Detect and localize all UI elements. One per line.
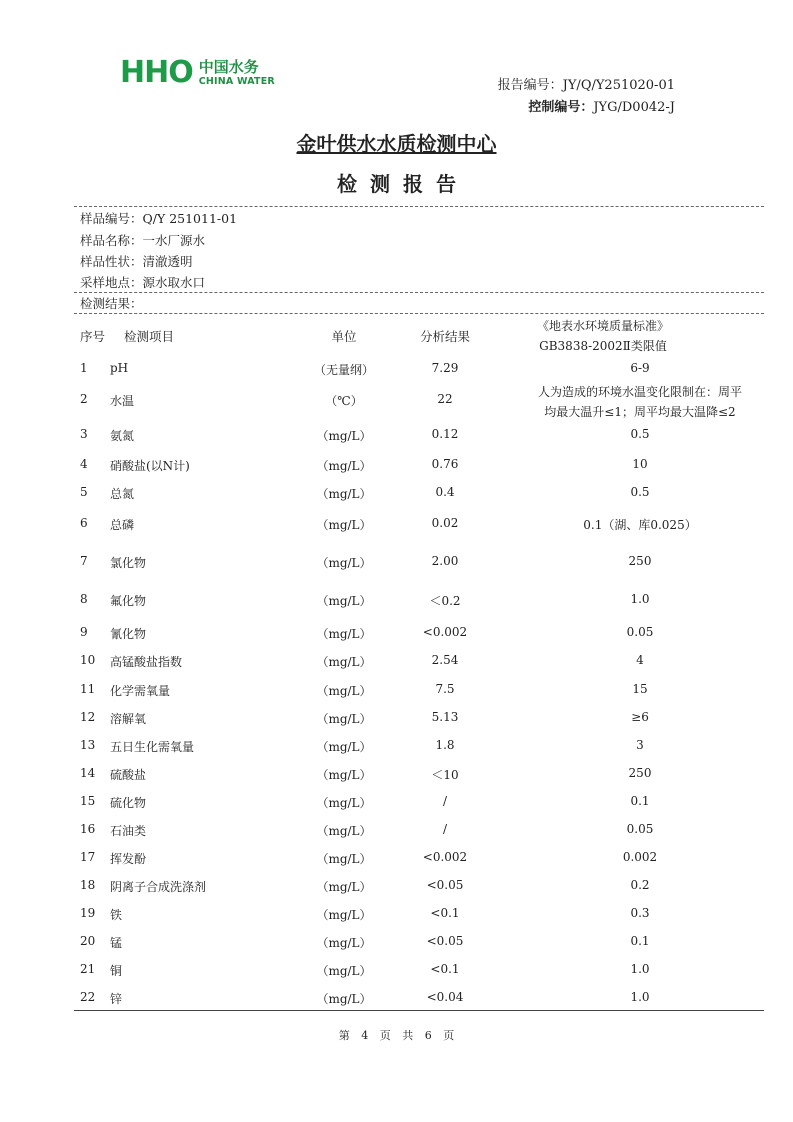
analysis-result: 7.29: [431, 361, 459, 375]
analysis-result: <0.002: [422, 625, 468, 639]
standard-limit: 0.5: [630, 427, 650, 441]
unit: （mg/L）: [316, 459, 372, 473]
logo-chinese-text: 中国水务: [198, 58, 259, 76]
col-header-standard: 《地表水环境质量标准》 GB3838-2002Ⅱ类限值: [536, 319, 669, 353]
analysis-result: 0.12: [431, 427, 459, 441]
logo-english-text: CHINA WATER: [198, 76, 275, 87]
analysis-result: /: [442, 794, 448, 808]
divider: [74, 292, 764, 293]
document-title: 检测报告: [337, 172, 469, 196]
results-label: 检测结果：: [80, 296, 143, 311]
unit: （mg/L）: [316, 852, 372, 866]
test-item: 水温: [110, 394, 135, 408]
analysis-result: 2.00: [431, 554, 459, 568]
row-number: 12: [80, 710, 96, 724]
company-logo: [120, 55, 275, 91]
organization-title: 金叶供水水质检测中心: [296, 132, 497, 156]
control-number-value: JYG/D0042-J: [593, 100, 675, 115]
divider: [74, 313, 764, 314]
analysis-result: 22: [437, 392, 453, 406]
row-number: 19: [80, 906, 96, 920]
row-number: 16: [80, 822, 96, 836]
unit: （mg/L）: [316, 964, 372, 978]
standard-limit: 0.1: [630, 794, 650, 808]
test-item: 五日生化需氧量: [110, 740, 195, 754]
analysis-result: <0.04: [426, 990, 464, 1004]
standard-limit: 4: [636, 653, 644, 667]
divider: [74, 206, 764, 207]
row-number: 7: [80, 554, 88, 568]
sampling-location: 采样地点：源水取水口: [80, 275, 206, 290]
test-item: 铜: [110, 964, 123, 978]
control-number: [528, 96, 675, 115]
row-number: 10: [80, 653, 96, 667]
col-header-no: 序号: [80, 329, 106, 344]
row-number: 13: [80, 738, 96, 752]
analysis-result: <0.002: [422, 850, 468, 864]
analysis-result: 0.02: [431, 516, 459, 530]
standard-limit: 6-9: [630, 361, 650, 375]
standard-limit-cont: 均最大温升≤1；周平均最大温降≤2: [544, 405, 736, 419]
standard-limit: 250: [628, 766, 652, 780]
row-number: 18: [80, 878, 96, 892]
unit: （mg/L）: [316, 936, 372, 950]
standard-limit: ≥6: [631, 710, 649, 724]
test-item: 氯化物: [110, 556, 147, 570]
test-item: 氰化物: [110, 627, 147, 641]
unit: （mg/L）: [316, 655, 372, 669]
test-item: 化学需氧量: [110, 684, 171, 698]
col-header-unit: 单位: [331, 329, 357, 344]
standard-limit: 0.5: [630, 485, 650, 499]
standard-limit: 0.1: [630, 934, 650, 948]
test-item: 硝酸盐(以N计): [110, 459, 190, 473]
unit: （mg/L）: [316, 518, 372, 532]
analysis-result: 7.5: [435, 682, 455, 696]
standard-limit: 1.0: [630, 962, 650, 976]
unit: （mg/L）: [316, 627, 372, 641]
standard-limit: 人为造成的环境水温变化限制在：周平: [537, 385, 742, 399]
unit: （mg/L）: [316, 487, 372, 501]
unit: （mg/L）: [316, 768, 372, 782]
row-number: 11: [80, 682, 96, 696]
row-number: 15: [80, 794, 96, 808]
report-number-label: 报告编号：: [497, 78, 563, 93]
test-item: 总磷: [110, 518, 135, 532]
unit: （无量纲）: [313, 363, 374, 377]
analysis-result: <0.05: [426, 878, 464, 892]
standard-limit: 15: [632, 682, 648, 696]
analysis-result: 0.76: [431, 457, 459, 471]
analysis-result: ＜10: [431, 768, 459, 782]
test-item: 溶解氧: [110, 712, 147, 726]
test-item: 高锰酸盐指数: [110, 655, 183, 669]
row-number: 8: [80, 592, 88, 606]
row-number: 9: [80, 625, 88, 639]
test-item: pH: [110, 361, 129, 375]
row-number: 4: [80, 457, 88, 471]
standard-limit: 0.1（湖、库0.025）: [583, 518, 697, 532]
row-number: 3: [80, 427, 88, 441]
test-item: 锌: [110, 992, 123, 1006]
analysis-result: ＜0.2: [429, 594, 461, 608]
analysis-result: 5.13: [431, 710, 459, 724]
standard-limit: 0.002: [622, 850, 658, 864]
unit: （mg/L）: [316, 712, 372, 726]
report-number: [498, 74, 675, 93]
row-number: 1: [80, 361, 88, 375]
sample-id: 样品编号：Q/Y 251011-01: [80, 211, 238, 226]
standard-limit: 0.05: [626, 822, 654, 836]
row-number: 20: [80, 934, 96, 948]
test-item: 阴离子合成洗涤剂: [110, 880, 207, 894]
standard-limit: 3: [636, 738, 644, 752]
unit: （mg/L）: [316, 992, 372, 1006]
test-item: 锰: [110, 936, 123, 950]
divider: [74, 1010, 764, 1011]
standard-limit: 1.0: [630, 990, 650, 1004]
col-header-item: 检测项目: [124, 329, 175, 344]
sample-name: 样品名称：一水厂源水: [80, 233, 206, 248]
analysis-result: <0.1: [430, 906, 460, 920]
test-item: 氟化物: [110, 594, 147, 608]
sample-appearance: 样品性状：清澈透明: [80, 254, 193, 269]
test-item: 氨氮: [110, 429, 135, 443]
unit: （mg/L）: [316, 594, 372, 608]
analysis-result: <0.1: [430, 962, 460, 976]
standard-limit: 0.3: [630, 906, 650, 920]
unit: （mg/L）: [316, 429, 372, 443]
unit: （mg/L）: [316, 740, 372, 754]
analysis-result: /: [442, 822, 448, 836]
row-number: 5: [80, 485, 88, 499]
standard-limit: 1.0: [630, 592, 650, 606]
row-number: 14: [80, 766, 96, 780]
unit: （mg/L）: [316, 796, 372, 810]
col-header-result: 分析结果: [419, 329, 470, 344]
page-footer: 第 4 页 共 6 页: [338, 1029, 455, 1042]
row-number: 17: [80, 850, 96, 864]
test-item: 铁: [110, 908, 123, 922]
unit: （mg/L）: [316, 880, 372, 894]
standard-limit: 0.05: [626, 625, 654, 639]
unit: （mg/L）: [316, 684, 372, 698]
report-number-value: JY/Q/Y251020-01: [562, 78, 675, 93]
unit: （mg/L）: [316, 824, 372, 838]
row-number: 6: [80, 516, 88, 530]
test-item: 挥发酚: [110, 852, 147, 866]
analysis-result: 2.54: [431, 653, 459, 667]
standard-limit: 10: [632, 457, 648, 471]
standard-limit: 0.2: [630, 878, 650, 892]
control-number-label: 控制编号：: [528, 100, 594, 115]
test-item: 总氮: [110, 487, 135, 501]
analysis-result: 0.4: [435, 485, 455, 499]
analysis-result: 1.8: [435, 738, 455, 752]
test-item: 硫化物: [110, 796, 147, 810]
row-number: 21: [80, 962, 96, 976]
analysis-result: <0.05: [426, 934, 464, 948]
test-item: 硫酸盐: [110, 768, 147, 782]
standard-limit: 250: [628, 554, 652, 568]
logo-mark: HHO: [120, 55, 193, 90]
unit: （mg/L）: [316, 556, 372, 570]
row-number: 22: [80, 990, 96, 1004]
unit: （mg/L）: [316, 908, 372, 922]
unit: （℃）: [325, 394, 363, 408]
row-number: 2: [80, 392, 88, 406]
test-item: 石油类: [110, 824, 147, 838]
